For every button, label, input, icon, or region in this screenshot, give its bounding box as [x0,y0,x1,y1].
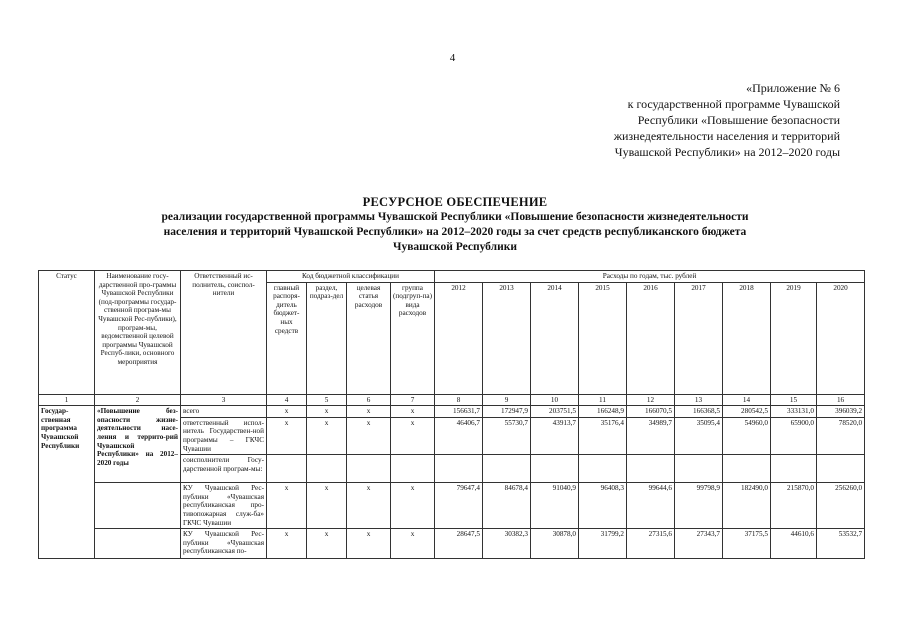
table-row [39,529,865,559]
document-title [60,194,850,255]
header-code-col: группа (подгруп-па) вида расходов [391,282,435,394]
value-cell [627,455,675,483]
title-sub-3: Чувашской Республики [393,241,517,253]
appendix-line-5: Чувашской Республики» на 2012–2020 годы [614,145,840,159]
code-cell: x [307,483,347,529]
page-number: 4 [449,52,456,64]
title-sub-2: населения и территорий Чувашской Республики» на 2012–2020 годы за счет средств республиканского бюджета [163,226,747,238]
column-number: 16 [817,394,865,406]
value-cell: 396039,2 [817,406,865,418]
header-year-2018: 2018 [723,282,771,394]
value-cell: 27315,6 [627,529,675,559]
table-row [39,483,865,529]
code-cell: x [347,406,391,418]
value-cell: 99644,6 [627,483,675,529]
value-cell: 91040,9 [531,483,579,529]
value-cell: 215870,0 [771,483,817,529]
responsible-cell: КУ Чувашской Рес-публики «Чувашская республиканская про-тивопожарная служ-ба» ГКЧС Чувашии [181,483,267,529]
value-cell: 43913,7 [531,417,579,454]
value-cell [579,455,627,483]
code-cell: x [307,417,347,454]
column-number: 13 [675,394,723,406]
header-status: Статус [39,271,95,395]
value-cell: 166368,5 [675,406,723,418]
value-cell: 333131,0 [771,406,817,418]
column-number: 3 [181,394,267,406]
header-program-name: Наименование госу-дарственной про-граммы Чувашской Республики (под-программы государ-ственной програм-мы Чувашской Рес-публики), програм-мы, ведомственной целевой программы Чувашской Респуб-лики, основного мероприятия [95,271,181,395]
column-number-row [39,394,865,406]
code-cell: x [347,483,391,529]
code-cell: x [267,529,307,559]
value-cell: 156631,7 [435,406,483,418]
value-cell: 182490,0 [723,483,771,529]
header-code-col: раздел, подраз-дел [307,282,347,394]
column-number: 11 [579,394,627,406]
code-cell [307,455,347,483]
value-cell: 53532,7 [817,529,865,559]
header-year-2015: 2015 [579,282,627,394]
code-cell: x [267,417,307,454]
value-cell: 55730,7 [483,417,531,454]
header-code-col: главный распоря-дитель бюджет-ных средств [267,282,307,394]
value-cell: 96408,3 [579,483,627,529]
responsible-cell: КУ Чувашской Рес-публики «Чувашская республиканская по- [181,529,267,559]
header-expenses: Расходы по годам, тыс. рублей [435,271,865,283]
value-cell: 78520,0 [817,417,865,454]
column-number: 10 [531,394,579,406]
appendix-line-4: жизнедеятельности населения и территорий [613,129,840,143]
value-cell: 30878,0 [531,529,579,559]
appendix-line-3: Республики «Повышение безопасности [637,113,840,127]
column-number: 9 [483,394,531,406]
value-cell: 34989,7 [627,417,675,454]
column-number: 6 [347,394,391,406]
responsible-cell: всего [181,406,267,418]
value-cell: 28647,5 [435,529,483,559]
code-cell: x [391,406,435,418]
value-cell: 166070,5 [627,406,675,418]
code-cell: x [307,406,347,418]
title-main: РЕСУРСНОЕ ОБЕСПЕЧЕНИЕ [362,195,548,209]
code-cell [267,455,307,483]
value-cell: 27343,7 [675,529,723,559]
code-cell: x [391,417,435,454]
value-cell: 166248,9 [579,406,627,418]
header-year-2014: 2014 [531,282,579,394]
responsible-cell: соисполнители Госу-дарственной програм-мы: [181,455,267,483]
value-cell [483,455,531,483]
value-cell: 54960,0 [723,417,771,454]
header-responsible: Ответственный ис-полнитель, соиспол-нители [181,271,267,395]
table-body [39,406,865,559]
code-cell: x [391,483,435,529]
value-cell [531,455,579,483]
column-number: 1 [39,394,95,406]
header-year-2020: 2020 [817,282,865,394]
value-cell: 79647,4 [435,483,483,529]
code-cell [391,455,435,483]
code-cell: x [307,529,347,559]
code-cell: x [267,406,307,418]
value-cell: 44610,6 [771,529,817,559]
appendix-line-2: к государственной программе Чувашской [627,97,840,111]
value-cell [817,455,865,483]
value-cell: 46406,7 [435,417,483,454]
column-number: 7 [391,394,435,406]
value-cell: 30382,3 [483,529,531,559]
value-cell [771,455,817,483]
value-cell: 35176,4 [579,417,627,454]
value-cell [435,455,483,483]
value-cell: 256260,0 [817,483,865,529]
appendix-note [540,80,840,160]
header-year-2013: 2013 [483,282,531,394]
header-code-col: целевая статья расходов [347,282,391,394]
code-cell: x [347,529,391,559]
column-number: 8 [435,394,483,406]
value-cell: 172947,9 [483,406,531,418]
header-row-1 [39,271,865,283]
program-name-cell: «Повышение без-опасности жизне-деятельности насе-ления и террито-рий Чувашской Республики» на 2012–2020 годы [95,406,181,483]
header-year-2016: 2016 [627,282,675,394]
table-row [39,406,865,418]
column-number: 2 [95,394,181,406]
appendix-line-1: «Приложение № 6 [746,81,840,95]
value-cell: 99798,9 [675,483,723,529]
header-year-2019: 2019 [771,282,817,394]
value-cell: 203751,5 [531,406,579,418]
header-budget-code: Код бюджетной классификации [267,271,435,283]
code-cell: x [347,417,391,454]
column-number: 15 [771,394,817,406]
code-cell: x [391,529,435,559]
column-number: 4 [267,394,307,406]
empty-name-cell [95,483,181,529]
column-number: 12 [627,394,675,406]
code-cell [347,455,391,483]
value-cell: 280542,5 [723,406,771,418]
resource-table [38,270,865,559]
value-cell [675,455,723,483]
value-cell: 65900,0 [771,417,817,454]
value-cell: 84678,4 [483,483,531,529]
title-sub-1: реализации государственной программы Чувашской Республики «Повышение безопасности жизнедеятельности [161,211,749,223]
column-number: 14 [723,394,771,406]
empty-name-cell [95,529,181,559]
value-cell: 31799,2 [579,529,627,559]
value-cell: 37175,5 [723,529,771,559]
status-cell: Государ-ственная программа Чувашской Республики [39,406,95,559]
value-cell [723,455,771,483]
code-cell: x [267,483,307,529]
value-cell: 35095,4 [675,417,723,454]
column-number: 5 [307,394,347,406]
header-year-2012: 2012 [435,282,483,394]
header-year-2017: 2017 [675,282,723,394]
responsible-cell: ответственный испол-нитель Государствен-ной программы – ГКЧС Чувашии [181,417,267,454]
